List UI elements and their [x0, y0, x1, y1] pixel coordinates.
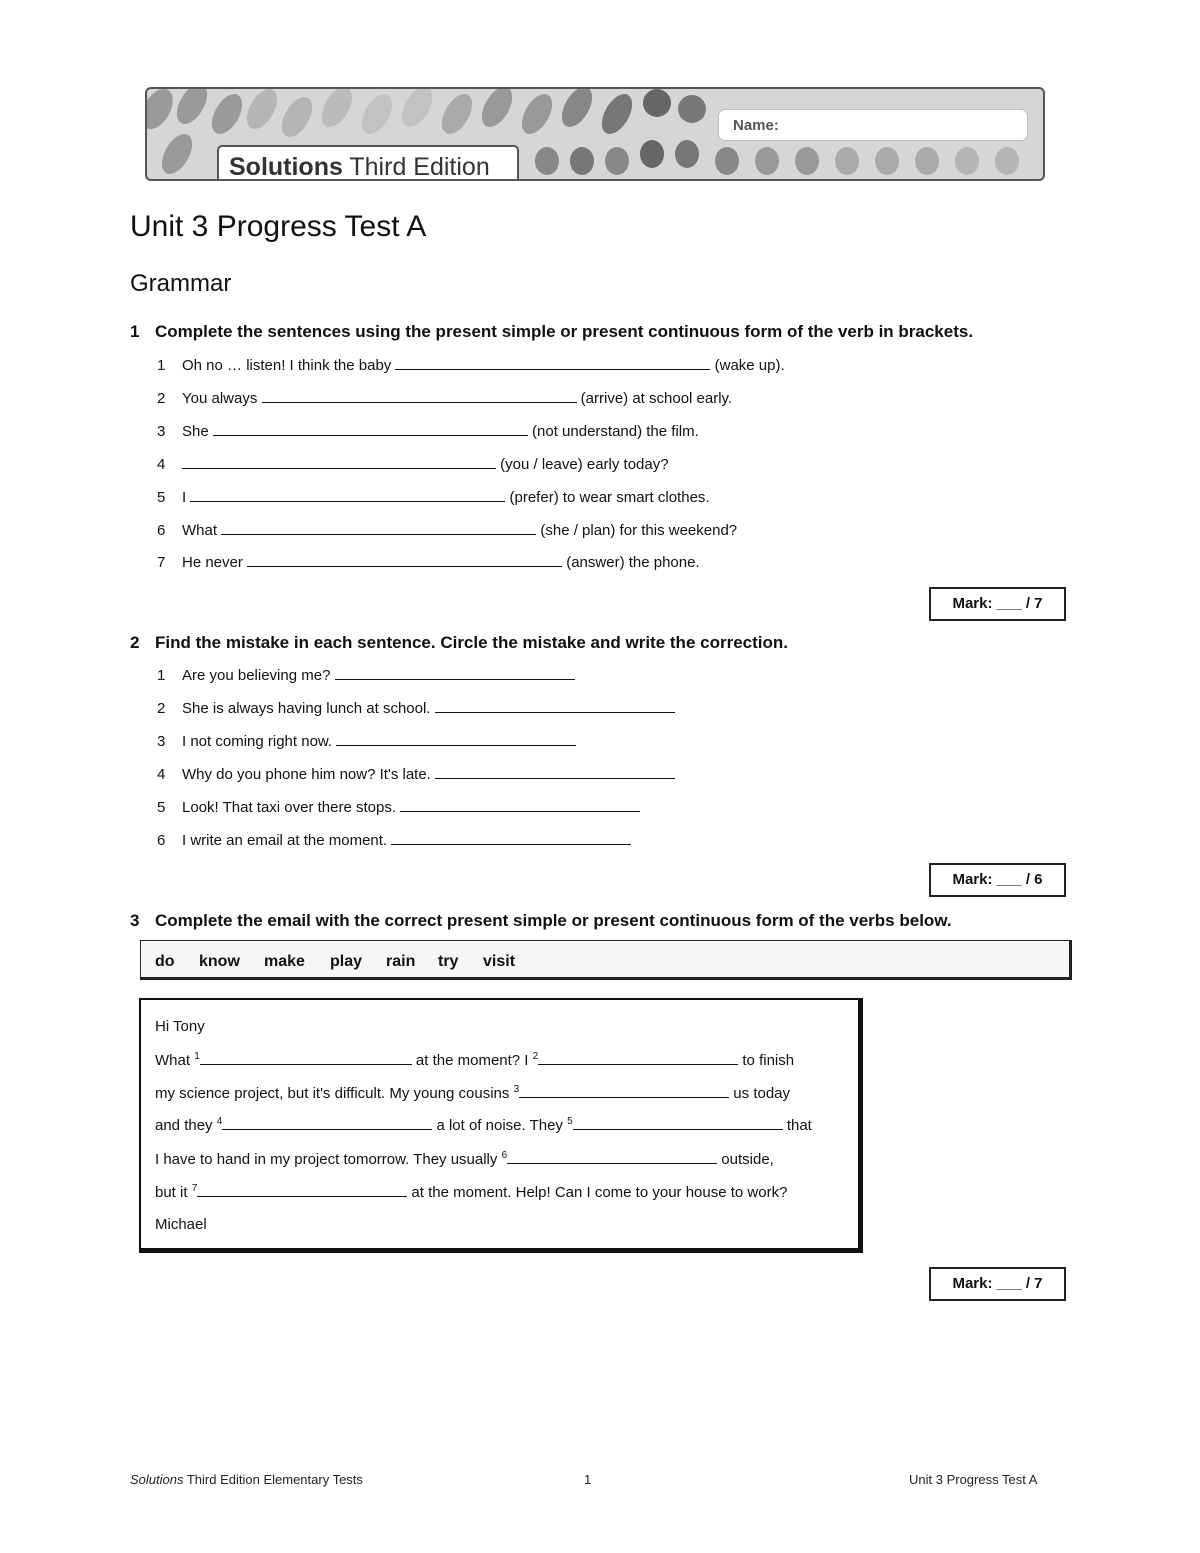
item-number: 4: [157, 766, 166, 783]
item-number: 7: [157, 554, 166, 571]
word: rain: [386, 953, 416, 970]
item-text: You always: [182, 390, 262, 407]
exercise-number: 1: [130, 322, 140, 341]
exercise-3-heading: [130, 911, 952, 931]
email-line: [155, 1182, 787, 1201]
list-item: [157, 355, 785, 374]
word: make: [264, 953, 305, 970]
item-number: 3: [157, 733, 166, 750]
list-item: [157, 665, 575, 684]
answer-blank[interactable]: [395, 355, 710, 370]
gap-number: 7: [191, 1183, 198, 1194]
item-number: 4: [157, 456, 166, 473]
list-item: [157, 552, 700, 571]
answer-blank[interactable]: [335, 665, 575, 680]
email-signoff: Michael: [155, 1216, 207, 1233]
item-text: (not understand) the film.: [527, 423, 699, 440]
email-text: us today: [729, 1085, 791, 1102]
answer-blank[interactable]: [336, 731, 576, 746]
email-text: at the moment? I: [411, 1052, 533, 1069]
item-text: She is always having lunch at school.: [182, 700, 435, 717]
footer-right: Unit 3 Progress Test A: [909, 1472, 1038, 1487]
answer-blank[interactable]: [400, 797, 640, 812]
exercise-number: 2: [130, 633, 140, 652]
list-item: [157, 698, 675, 717]
gap-number: 2: [532, 1051, 539, 1062]
answer-blank[interactable]: [213, 421, 528, 436]
email-line: [155, 1050, 794, 1069]
list-item: [157, 830, 631, 849]
email-text: and they: [155, 1117, 217, 1134]
word: do: [155, 953, 175, 970]
email-text: What: [155, 1052, 195, 1069]
exercise-instruction: Complete the email with the correct present simple or present continuous form of the verbs below.: [155, 911, 952, 930]
list-item: [157, 388, 732, 407]
item-number: 6: [157, 522, 166, 539]
item-number: 5: [157, 799, 166, 816]
mark-box: Mark: ___ / 6: [929, 863, 1066, 897]
item-number: 1: [157, 667, 166, 684]
answer-blank[interactable]: [247, 552, 562, 567]
exercise-number: 3: [130, 911, 140, 930]
list-item: [157, 797, 640, 816]
header-banner: [145, 87, 1045, 181]
email-text: to finish: [738, 1052, 795, 1069]
email-line: [155, 1083, 790, 1102]
email-text: that: [782, 1117, 812, 1134]
item-text: Are you believing me?: [182, 667, 335, 684]
answer-blank[interactable]: [200, 1050, 412, 1065]
item-text: I not coming right now.: [182, 733, 337, 750]
answer-blank[interactable]: [190, 487, 505, 502]
page-title: Unit 3 Progress Test A: [130, 210, 427, 243]
item-text: What: [182, 522, 222, 539]
answer-blank[interactable]: [435, 698, 675, 713]
logo-text: [229, 153, 490, 181]
email-text: I have to hand in my project tomorrow. They usually: [155, 1151, 502, 1168]
list-item: [157, 487, 710, 506]
word: know: [199, 953, 240, 970]
gap-number: 1: [194, 1051, 200, 1062]
word: play: [330, 953, 363, 970]
answer-blank[interactable]: [519, 1083, 729, 1098]
answer-blank[interactable]: [538, 1050, 738, 1065]
email-text: my science project, but it's difficult. My young cousins: [155, 1085, 514, 1102]
item-text: He never: [182, 554, 248, 571]
email-text: outside,: [717, 1151, 774, 1168]
footer-text: Third Edition Elementary Tests: [183, 1472, 363, 1487]
item-text: Look! That taxi over there stops.: [182, 799, 401, 816]
answer-blank[interactable]: [507, 1149, 717, 1164]
gap-number: 3: [513, 1084, 520, 1095]
item-text: (prefer) to wear smart clothes.: [505, 489, 710, 506]
page-number: 1: [584, 1472, 592, 1487]
word: visit: [483, 953, 516, 970]
item-number: 3: [157, 423, 166, 440]
item-text: (she / plan) for this weekend?: [536, 522, 738, 539]
email-greeting: Hi Tony: [155, 1018, 205, 1035]
answer-blank[interactable]: [222, 1115, 432, 1130]
item-number: 6: [157, 832, 166, 849]
item-text: (wake up).: [710, 357, 785, 374]
exercise-2-heading: [130, 633, 788, 653]
list-item: [157, 454, 669, 473]
exercise-instruction: Complete the sentences using the present simple or present continuous form of the verb in brackets.: [155, 322, 974, 341]
list-item: [157, 731, 576, 750]
email-line: [155, 1115, 812, 1134]
item-text: She: [182, 423, 213, 440]
answer-blank[interactable]: [197, 1182, 407, 1197]
logo-rest: Third Edition: [342, 153, 490, 181]
item-text: (answer) the phone.: [562, 554, 700, 571]
mark-box: Mark: ___ / 7: [929, 587, 1066, 621]
footer-left: [130, 1472, 363, 1487]
gap-number: 5: [567, 1116, 573, 1127]
answer-blank[interactable]: [573, 1115, 783, 1130]
item-number: 2: [157, 390, 166, 407]
item-text: I: [182, 489, 191, 506]
name-field[interactable]: [718, 109, 1028, 141]
email-line: [155, 1149, 774, 1168]
gap-number: 6: [501, 1150, 508, 1161]
answer-blank[interactable]: [262, 388, 577, 403]
footer-italic: Solutions: [130, 1472, 184, 1487]
exercise-1-heading: [130, 322, 973, 342]
answer-blank[interactable]: [182, 454, 496, 469]
item-text: (you / leave) early today?: [496, 456, 669, 473]
email-text: a lot of noise. They: [432, 1117, 568, 1134]
answer-blank[interactable]: [435, 764, 675, 779]
name-label: Name:: [733, 117, 779, 134]
item-number: 2: [157, 700, 166, 717]
exercise-instruction: Find the mistake in each sentence. Circle the mistake and write the correction.: [155, 633, 788, 652]
answer-blank[interactable]: [221, 520, 536, 535]
gap-number: 4: [216, 1116, 223, 1127]
item-text: Why do you phone him now? It's late.: [182, 766, 436, 783]
list-item: [157, 764, 675, 783]
section-title: Grammar: [130, 270, 232, 297]
email-text: but it: [155, 1184, 192, 1201]
logo-bold: Solutions: [229, 153, 343, 181]
item-text: Oh no … listen! I think the baby: [182, 357, 396, 374]
logo: [217, 145, 519, 181]
list-item: [157, 421, 699, 440]
answer-blank[interactable]: [391, 830, 631, 845]
mark-box: Mark: ___ / 7: [929, 1267, 1066, 1301]
list-item: [157, 520, 737, 539]
email-text: at the moment. Help! Can I come to your house to work?: [407, 1184, 788, 1201]
item-number: 5: [157, 489, 166, 506]
item-text: I write an email at the moment.: [182, 832, 392, 849]
word: try: [438, 953, 459, 970]
word-box: [140, 940, 1072, 980]
item-number: 1: [157, 357, 166, 374]
item-text: (arrive) at school early.: [576, 390, 733, 407]
